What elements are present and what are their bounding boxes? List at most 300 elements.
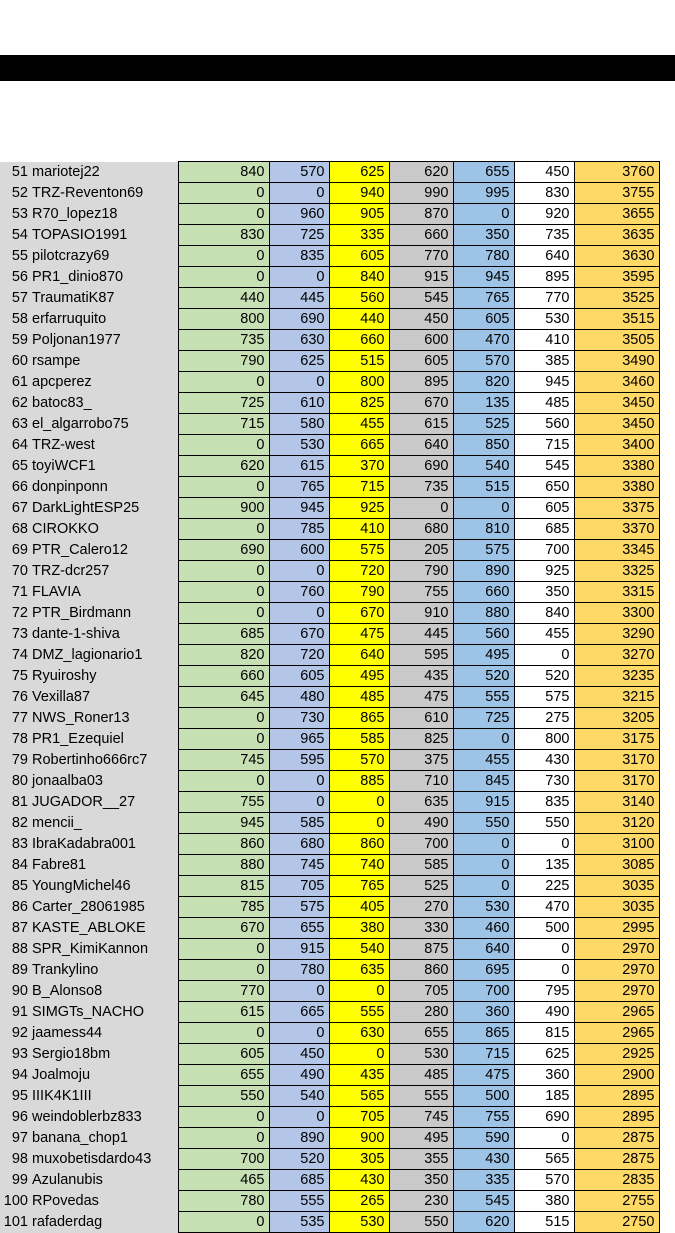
rank-cell: 57 xyxy=(0,288,30,309)
total-points-cell: 3120 xyxy=(574,813,659,834)
race-points-cell-6: 500 xyxy=(514,918,574,939)
race-points-cell-1: 830 xyxy=(178,225,269,246)
total-points-cell: 2925 xyxy=(574,1044,659,1065)
rank-cell: 95 xyxy=(0,1086,30,1107)
race-points-cell-1: 780 xyxy=(178,1191,269,1212)
race-points-cell-4: 585 xyxy=(389,855,453,876)
race-points-cell-1: 690 xyxy=(178,540,269,561)
race-points-cell-3: 335 xyxy=(329,225,389,246)
total-points-cell: 2755 xyxy=(574,1191,659,1212)
total-points-cell: 3140 xyxy=(574,792,659,813)
race-points-cell-5: 515 xyxy=(453,477,514,498)
rank-cell: 64 xyxy=(0,435,30,456)
race-points-cell-5: 530 xyxy=(453,897,514,918)
total-points-cell: 2835 xyxy=(574,1170,659,1191)
race-points-cell-1: 900 xyxy=(178,498,269,519)
race-points-cell-5: 605 xyxy=(453,309,514,330)
race-points-cell-6: 840 xyxy=(514,603,574,624)
race-points-cell-5: 590 xyxy=(453,1128,514,1149)
race-points-cell-1: 945 xyxy=(178,813,269,834)
table-row xyxy=(0,729,659,750)
race-points-cell-5: 620 xyxy=(453,1212,514,1233)
player-name-cell: jaamess44 xyxy=(30,1023,178,1044)
table-row xyxy=(0,771,659,792)
player-name-cell: Ryuiroshy xyxy=(30,666,178,687)
player-name-cell: toyiWCF1 xyxy=(30,456,178,477)
rank-cell: 55 xyxy=(0,246,30,267)
race-points-cell-1: 790 xyxy=(178,351,269,372)
race-points-cell-4: 660 xyxy=(389,225,453,246)
race-points-cell-3: 630 xyxy=(329,1023,389,1044)
total-points-cell: 3205 xyxy=(574,708,659,729)
race-points-cell-2: 965 xyxy=(269,729,329,750)
player-name-cell: mencii_ xyxy=(30,813,178,834)
race-points-cell-4: 330 xyxy=(389,918,453,939)
table-row xyxy=(0,1086,659,1107)
race-points-cell-3: 485 xyxy=(329,687,389,708)
race-points-cell-1: 0 xyxy=(178,939,269,960)
race-points-cell-4: 990 xyxy=(389,183,453,204)
race-points-cell-3: 475 xyxy=(329,624,389,645)
race-points-cell-3: 865 xyxy=(329,708,389,729)
race-points-cell-3: 560 xyxy=(329,288,389,309)
race-points-cell-1: 615 xyxy=(178,1002,269,1023)
race-points-cell-2: 945 xyxy=(269,498,329,519)
table-row xyxy=(0,813,659,834)
race-points-cell-3: 625 xyxy=(329,162,389,183)
race-points-cell-5: 455 xyxy=(453,750,514,771)
race-points-cell-6: 650 xyxy=(514,477,574,498)
race-points-cell-6: 835 xyxy=(514,792,574,813)
race-points-cell-3: 0 xyxy=(329,792,389,813)
player-name-cell: batoc83_ xyxy=(30,393,178,414)
rank-cell: 74 xyxy=(0,645,30,666)
player-name-cell: B_Alonso8 xyxy=(30,981,178,1002)
race-points-cell-2: 520 xyxy=(269,1149,329,1170)
table-row xyxy=(0,918,659,939)
player-name-cell: IbraKadabra001 xyxy=(30,834,178,855)
player-name-cell: YoungMichel46 xyxy=(30,876,178,897)
race-points-cell-6: 385 xyxy=(514,351,574,372)
race-points-cell-6: 945 xyxy=(514,372,574,393)
rank-cell: 96 xyxy=(0,1107,30,1128)
race-points-cell-2: 685 xyxy=(269,1170,329,1191)
race-points-cell-5: 845 xyxy=(453,771,514,792)
race-points-cell-2: 0 xyxy=(269,1023,329,1044)
race-points-cell-6: 0 xyxy=(514,939,574,960)
race-points-cell-6: 795 xyxy=(514,981,574,1002)
player-name-cell: Poljonan1977 xyxy=(30,330,178,351)
race-points-cell-1: 0 xyxy=(178,267,269,288)
table-row xyxy=(0,456,659,477)
total-points-cell: 2965 xyxy=(574,1002,659,1023)
total-points-cell: 3315 xyxy=(574,582,659,603)
race-points-cell-6: 895 xyxy=(514,267,574,288)
table-row xyxy=(0,372,659,393)
race-points-cell-2: 780 xyxy=(269,960,329,981)
race-points-cell-2: 690 xyxy=(269,309,329,330)
race-points-cell-4: 595 xyxy=(389,645,453,666)
total-points-cell: 2900 xyxy=(574,1065,659,1086)
table-row xyxy=(0,750,659,771)
race-points-cell-2: 0 xyxy=(269,267,329,288)
player-name-cell: PTR_Birdmann xyxy=(30,603,178,624)
race-points-cell-6: 560 xyxy=(514,414,574,435)
race-points-cell-1: 0 xyxy=(178,477,269,498)
race-points-cell-3: 410 xyxy=(329,519,389,540)
total-points-cell: 2965 xyxy=(574,1023,659,1044)
race-points-cell-1: 815 xyxy=(178,876,269,897)
race-points-cell-6: 920 xyxy=(514,204,574,225)
race-points-cell-1: 0 xyxy=(178,246,269,267)
race-points-cell-2: 595 xyxy=(269,750,329,771)
race-points-cell-2: 0 xyxy=(269,561,329,582)
race-points-cell-5: 500 xyxy=(453,1086,514,1107)
race-points-cell-4: 605 xyxy=(389,351,453,372)
race-points-cell-5: 0 xyxy=(453,498,514,519)
race-points-cell-5: 360 xyxy=(453,1002,514,1023)
table-row xyxy=(0,1191,659,1212)
table-row xyxy=(0,981,659,1002)
rank-cell: 89 xyxy=(0,960,30,981)
table-row xyxy=(0,1149,659,1170)
race-points-cell-6: 690 xyxy=(514,1107,574,1128)
race-points-cell-6: 605 xyxy=(514,498,574,519)
race-points-cell-6: 625 xyxy=(514,1044,574,1065)
race-points-cell-3: 925 xyxy=(329,498,389,519)
player-name-cell: el_algarrobo75 xyxy=(30,414,178,435)
race-points-cell-2: 445 xyxy=(269,288,329,309)
race-points-cell-4: 495 xyxy=(389,1128,453,1149)
rank-cell: 98 xyxy=(0,1149,30,1170)
rank-cell: 52 xyxy=(0,183,30,204)
race-points-cell-6: 800 xyxy=(514,729,574,750)
player-name-cell: TraumatiK87 xyxy=(30,288,178,309)
race-points-cell-2: 720 xyxy=(269,645,329,666)
table-row xyxy=(0,393,659,414)
race-points-cell-1: 605 xyxy=(178,1044,269,1065)
race-points-cell-4: 860 xyxy=(389,960,453,981)
race-points-cell-3: 635 xyxy=(329,960,389,981)
player-name-cell: DarkLightESP25 xyxy=(30,498,178,519)
total-points-cell: 3380 xyxy=(574,456,659,477)
race-points-cell-6: 570 xyxy=(514,1170,574,1191)
table-row xyxy=(0,246,659,267)
race-points-cell-6: 225 xyxy=(514,876,574,897)
race-points-cell-2: 915 xyxy=(269,939,329,960)
table-row xyxy=(0,540,659,561)
race-points-cell-5: 0 xyxy=(453,855,514,876)
race-points-cell-6: 275 xyxy=(514,708,574,729)
race-points-cell-1: 440 xyxy=(178,288,269,309)
race-points-cell-2: 600 xyxy=(269,540,329,561)
rank-cell: 85 xyxy=(0,876,30,897)
race-points-cell-6: 0 xyxy=(514,834,574,855)
race-points-cell-2: 745 xyxy=(269,855,329,876)
total-points-cell: 3085 xyxy=(574,855,659,876)
player-name-cell: NWS_Roner13 xyxy=(30,708,178,729)
race-points-cell-2: 580 xyxy=(269,414,329,435)
race-points-cell-5: 880 xyxy=(453,603,514,624)
rank-cell: 91 xyxy=(0,1002,30,1023)
race-points-cell-4: 870 xyxy=(389,204,453,225)
race-points-cell-2: 705 xyxy=(269,876,329,897)
table-row xyxy=(0,960,659,981)
race-points-cell-1: 670 xyxy=(178,918,269,939)
player-name-cell: CIROKKO xyxy=(30,519,178,540)
table-row xyxy=(0,1107,659,1128)
total-points-cell: 2750 xyxy=(574,1212,659,1233)
race-points-cell-1: 860 xyxy=(178,834,269,855)
race-points-cell-4: 475 xyxy=(389,687,453,708)
race-points-cell-1: 0 xyxy=(178,435,269,456)
total-points-cell: 3375 xyxy=(574,498,659,519)
race-points-cell-4: 450 xyxy=(389,309,453,330)
table-row xyxy=(0,1212,659,1233)
race-points-cell-1: 0 xyxy=(178,183,269,204)
race-points-cell-2: 615 xyxy=(269,456,329,477)
race-points-cell-4: 745 xyxy=(389,1107,453,1128)
rank-cell: 84 xyxy=(0,855,30,876)
player-name-cell: rsampe xyxy=(30,351,178,372)
race-points-cell-1: 715 xyxy=(178,414,269,435)
table-row xyxy=(0,1023,659,1044)
race-points-cell-4: 355 xyxy=(389,1149,453,1170)
race-points-cell-3: 575 xyxy=(329,540,389,561)
race-points-cell-5: 430 xyxy=(453,1149,514,1170)
race-points-cell-1: 655 xyxy=(178,1065,269,1086)
race-points-cell-1: 0 xyxy=(178,1128,269,1149)
race-points-cell-1: 0 xyxy=(178,1023,269,1044)
player-name-cell: RPovedas xyxy=(30,1191,178,1212)
player-name-cell: Fabre81 xyxy=(30,855,178,876)
rank-cell: 51 xyxy=(0,162,30,183)
total-points-cell: 3170 xyxy=(574,771,659,792)
race-points-cell-4: 915 xyxy=(389,267,453,288)
total-points-cell: 3400 xyxy=(574,435,659,456)
rank-cell: 66 xyxy=(0,477,30,498)
total-points-cell: 3525 xyxy=(574,288,659,309)
total-points-cell: 3760 xyxy=(574,162,659,183)
race-points-cell-4: 875 xyxy=(389,939,453,960)
race-points-cell-1: 0 xyxy=(178,729,269,750)
player-name-cell: Sergio18bm xyxy=(30,1044,178,1065)
table-row xyxy=(0,477,659,498)
table-row xyxy=(0,225,659,246)
race-points-cell-5: 945 xyxy=(453,267,514,288)
race-points-cell-4: 445 xyxy=(389,624,453,645)
race-points-cell-3: 860 xyxy=(329,834,389,855)
race-points-cell-1: 0 xyxy=(178,582,269,603)
race-points-cell-4: 550 xyxy=(389,1212,453,1233)
table-row xyxy=(0,162,659,183)
race-points-cell-6: 550 xyxy=(514,813,574,834)
race-points-cell-3: 940 xyxy=(329,183,389,204)
rank-cell: 60 xyxy=(0,351,30,372)
race-points-cell-3: 605 xyxy=(329,246,389,267)
rank-cell: 67 xyxy=(0,498,30,519)
table-row xyxy=(0,309,659,330)
table-row xyxy=(0,582,659,603)
total-points-cell: 3655 xyxy=(574,204,659,225)
race-points-cell-4: 620 xyxy=(389,162,453,183)
player-name-cell: Robertinho666rc7 xyxy=(30,750,178,771)
player-name-cell: rafaderdag xyxy=(30,1212,178,1233)
race-points-cell-5: 475 xyxy=(453,1065,514,1086)
race-points-cell-1: 800 xyxy=(178,309,269,330)
race-points-cell-3: 740 xyxy=(329,855,389,876)
race-points-cell-4: 490 xyxy=(389,813,453,834)
table-row xyxy=(0,834,659,855)
table-row xyxy=(0,267,659,288)
race-points-cell-5: 695 xyxy=(453,960,514,981)
race-points-cell-2: 890 xyxy=(269,1128,329,1149)
rank-cell: 82 xyxy=(0,813,30,834)
rank-cell: 62 xyxy=(0,393,30,414)
race-points-cell-2: 0 xyxy=(269,603,329,624)
table-row xyxy=(0,561,659,582)
race-points-cell-4: 770 xyxy=(389,246,453,267)
total-points-cell: 2995 xyxy=(574,918,659,939)
race-points-cell-5: 495 xyxy=(453,645,514,666)
total-points-cell: 3325 xyxy=(574,561,659,582)
total-points-cell: 3505 xyxy=(574,330,659,351)
rank-cell: 75 xyxy=(0,666,30,687)
total-points-cell: 3300 xyxy=(574,603,659,624)
rank-cell: 58 xyxy=(0,309,30,330)
race-points-cell-3: 495 xyxy=(329,666,389,687)
race-points-cell-5: 555 xyxy=(453,687,514,708)
race-points-cell-4: 615 xyxy=(389,414,453,435)
total-points-cell: 3450 xyxy=(574,393,659,414)
table-row xyxy=(0,645,659,666)
race-points-cell-3: 430 xyxy=(329,1170,389,1191)
race-points-cell-6: 410 xyxy=(514,330,574,351)
race-points-cell-6: 360 xyxy=(514,1065,574,1086)
race-points-cell-3: 565 xyxy=(329,1086,389,1107)
race-points-cell-5: 335 xyxy=(453,1170,514,1191)
total-points-cell: 2895 xyxy=(574,1086,659,1107)
race-points-cell-6: 135 xyxy=(514,855,574,876)
race-points-cell-3: 905 xyxy=(329,204,389,225)
race-points-cell-2: 960 xyxy=(269,204,329,225)
race-points-cell-4: 655 xyxy=(389,1023,453,1044)
race-points-cell-5: 560 xyxy=(453,624,514,645)
player-name-cell: Trankylino xyxy=(30,960,178,981)
table-row xyxy=(0,897,659,918)
race-points-cell-4: 790 xyxy=(389,561,453,582)
race-points-cell-6: 0 xyxy=(514,1128,574,1149)
rank-cell: 90 xyxy=(0,981,30,1002)
rank-cell: 88 xyxy=(0,939,30,960)
race-points-cell-2: 535 xyxy=(269,1212,329,1233)
player-name-cell: TRZ-Reventon69 xyxy=(30,183,178,204)
race-points-cell-5: 915 xyxy=(453,792,514,813)
rank-cell: 59 xyxy=(0,330,30,351)
race-points-cell-3: 900 xyxy=(329,1128,389,1149)
player-name-cell: Carter_28061985 xyxy=(30,897,178,918)
race-points-cell-2: 765 xyxy=(269,477,329,498)
race-points-cell-1: 0 xyxy=(178,1107,269,1128)
race-points-cell-6: 515 xyxy=(514,1212,574,1233)
race-points-cell-4: 435 xyxy=(389,666,453,687)
race-points-cell-5: 715 xyxy=(453,1044,514,1065)
race-points-cell-3: 660 xyxy=(329,330,389,351)
race-points-cell-3: 885 xyxy=(329,771,389,792)
race-points-cell-1: 0 xyxy=(178,561,269,582)
player-name-cell: banana_chop1 xyxy=(30,1128,178,1149)
race-points-cell-5: 755 xyxy=(453,1107,514,1128)
table-row xyxy=(0,792,659,813)
race-points-cell-6: 700 xyxy=(514,540,574,561)
race-points-cell-6: 470 xyxy=(514,897,574,918)
race-points-cell-1: 685 xyxy=(178,624,269,645)
race-points-cell-5: 540 xyxy=(453,456,514,477)
race-points-cell-2: 480 xyxy=(269,687,329,708)
race-points-cell-2: 670 xyxy=(269,624,329,645)
total-points-cell: 3490 xyxy=(574,351,659,372)
race-points-cell-4: 270 xyxy=(389,897,453,918)
rank-cell: 99 xyxy=(0,1170,30,1191)
total-points-cell: 2875 xyxy=(574,1128,659,1149)
player-name-cell: erfarruquito xyxy=(30,309,178,330)
race-points-cell-1: 465 xyxy=(178,1170,269,1191)
race-points-cell-3: 265 xyxy=(329,1191,389,1212)
race-points-cell-4: 700 xyxy=(389,834,453,855)
race-points-cell-4: 555 xyxy=(389,1086,453,1107)
race-points-cell-5: 890 xyxy=(453,561,514,582)
table-row xyxy=(0,1128,659,1149)
standings-table xyxy=(0,161,660,1233)
race-points-cell-2: 625 xyxy=(269,351,329,372)
total-points-cell: 3515 xyxy=(574,309,659,330)
player-name-cell: muxobetisdardo43 xyxy=(30,1149,178,1170)
rank-cell: 71 xyxy=(0,582,30,603)
table-row xyxy=(0,708,659,729)
rank-cell: 101 xyxy=(0,1212,30,1233)
race-points-cell-6: 715 xyxy=(514,435,574,456)
race-points-cell-1: 725 xyxy=(178,393,269,414)
player-name-cell: FLAVIA xyxy=(30,582,178,603)
table-row xyxy=(0,435,659,456)
total-points-cell: 3450 xyxy=(574,414,659,435)
rank-cell: 92 xyxy=(0,1023,30,1044)
race-points-cell-4: 350 xyxy=(389,1170,453,1191)
rank-cell: 65 xyxy=(0,456,30,477)
race-points-cell-3: 540 xyxy=(329,939,389,960)
race-points-cell-5: 810 xyxy=(453,519,514,540)
race-points-cell-1: 755 xyxy=(178,792,269,813)
race-points-cell-5: 850 xyxy=(453,435,514,456)
table-row xyxy=(0,1065,659,1086)
race-points-cell-4: 525 xyxy=(389,876,453,897)
race-points-cell-5: 865 xyxy=(453,1023,514,1044)
race-points-cell-5: 995 xyxy=(453,183,514,204)
race-points-cell-3: 530 xyxy=(329,1212,389,1233)
rank-cell: 69 xyxy=(0,540,30,561)
race-points-cell-5: 0 xyxy=(453,729,514,750)
race-points-cell-4: 375 xyxy=(389,750,453,771)
player-name-cell: donpinponn xyxy=(30,477,178,498)
race-points-cell-2: 725 xyxy=(269,225,329,246)
total-points-cell: 3635 xyxy=(574,225,659,246)
rank-cell: 97 xyxy=(0,1128,30,1149)
table-row xyxy=(0,624,659,645)
rank-cell: 56 xyxy=(0,267,30,288)
race-points-cell-4: 530 xyxy=(389,1044,453,1065)
player-name-cell: pilotcrazy69 xyxy=(30,246,178,267)
rank-cell: 54 xyxy=(0,225,30,246)
